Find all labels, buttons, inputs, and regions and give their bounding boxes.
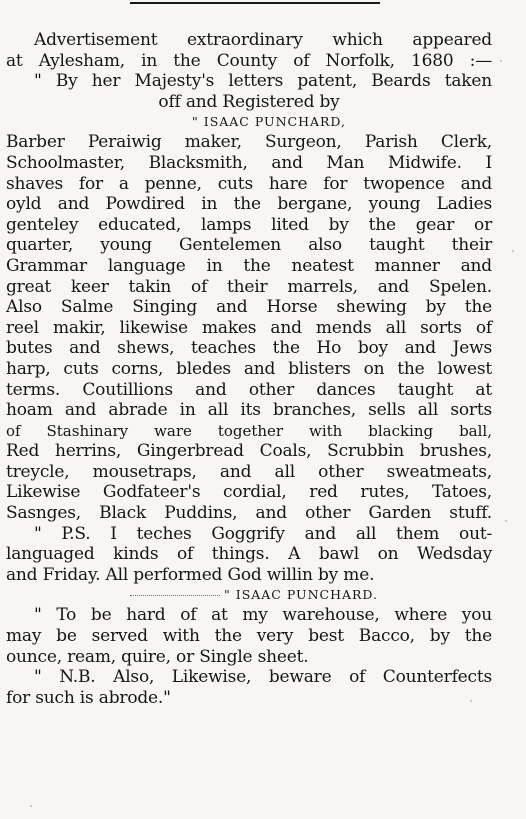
body-line: of Stashinary ware together with blacking ball, <box>6 421 492 440</box>
closing-line: " To be hard of at my warehouse, where you <box>34 605 492 626</box>
body-line: Schoolmaster, Blacksmith, and Man Midwife. I <box>6 152 492 173</box>
body-line: Also Salme Singing and Horse shewing by the <box>6 297 492 318</box>
newspaper-clipping <box>6 30 492 708</box>
print-speck <box>500 60 502 62</box>
body-line: oyld and Powdired in the bergane, young Ladies <box>6 194 492 215</box>
print-speck <box>512 250 514 252</box>
body-line: Grammar language in the neatest manner and <box>6 255 492 276</box>
body-line: Sasnges, Black Puddins, and other Garden stuff. <box>6 503 492 524</box>
print-speck <box>470 700 472 702</box>
body-line: butes and shews, teaches the Ho boy and Jews <box>6 338 492 359</box>
closing-line: may be served with the very best Bacco, by the <box>6 626 492 647</box>
postscript-line: languaged kinds of things. A bawl on Wedsday <box>6 544 492 565</box>
signature-top: " ISAAC PUNCHARD, <box>192 114 346 130</box>
postscript-line: " P.S. I teches Goggrify and all them out- <box>34 523 492 544</box>
dotted-leader <box>130 595 220 596</box>
closing-line: for such is abrode." <box>6 687 171 708</box>
body-line: Red herrins, Gingerbread Coals, Scrubbin brushes, <box>6 441 492 462</box>
closing-line: " N.B. Also, Likewise, beware of Counterfects <box>34 667 492 688</box>
signature-bottom-text: " ISAAC PUNCHARD. <box>224 587 378 603</box>
body-line: quarter, young Gentelemen also taught their <box>6 235 492 256</box>
body-line: hoam and abrade in all its branches, sells all sorts <box>6 400 492 421</box>
body-line: reel makir, likewise makes and mends all sorts of <box>6 317 492 338</box>
body-line: shaves for a penne, cuts hare for twopence and <box>6 173 492 194</box>
body-line: great keer takin of their marrels, and Spelen. <box>6 276 492 297</box>
intro-line: off and Registered by <box>158 91 340 112</box>
body-line: genteley educated, lamps lited by the gear or <box>6 214 492 235</box>
intro-line: Advertisement extraordinary which appeared <box>34 30 492 50</box>
body-line: treycle, mousetraps, and all other sweatmeats, <box>6 461 492 482</box>
postscript-line: and Friday. All performed God willin by me. <box>6 564 375 585</box>
body-line: harp, cuts corns, bledes and blisters on the lowest <box>6 358 492 379</box>
body-line: Likewise Godfateer's cordial, red rutes, Tatoes, <box>6 482 492 503</box>
print-speck <box>505 520 507 522</box>
top-rule <box>130 2 380 4</box>
body-line: Barber Peraiwig maker, Surgeon, Parish Clerk, <box>6 132 492 153</box>
intro-line: at Aylesham, in the County of Norfolk, 1680 :— <box>6 50 492 71</box>
print-speck <box>30 805 32 807</box>
body-line: terms. Coutillions and other dances taught at <box>6 379 492 400</box>
closing-line: ounce, ream, quire, or Single sheet. <box>6 646 309 667</box>
intro-line: " By her Majesty's letters patent, Beards taken <box>34 71 492 92</box>
signature-bottom <box>6 585 492 605</box>
